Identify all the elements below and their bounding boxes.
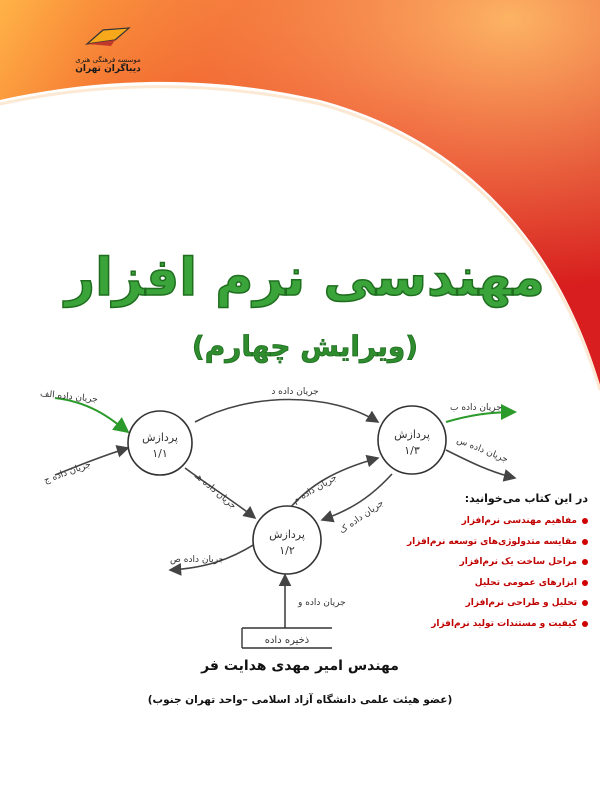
list-item <box>388 511 588 532</box>
process-number: ۱/۱ <box>152 447 168 460</box>
flow-label-k: جریان داده ک <box>337 498 386 537</box>
contents-heading: در این کتاب می‌خوانید: <box>464 492 588 505</box>
publisher-subtitle: موسسه فرهنگی هنری <box>75 56 141 64</box>
list-item-text: مفاهیم مهندسی نرم‌افزار <box>461 516 577 527</box>
data-store-label: ذخیره داده <box>264 635 310 646</box>
list-item-text: مراحل ساخت یک نرم‌افزار <box>459 557 577 568</box>
list-item <box>388 552 588 573</box>
flow-label-v: جریان داده و <box>298 598 346 608</box>
process-label: پردازش <box>394 428 430 441</box>
publisher-logo <box>58 24 158 74</box>
flow-label-s: جریان داده س <box>455 435 510 466</box>
process-label: پردازش <box>269 528 305 541</box>
flow-arrow-d <box>195 400 378 423</box>
flow-label-h: جریان داده هـ <box>192 471 238 512</box>
process-1-1 <box>128 411 192 475</box>
bullet-icon <box>582 518 588 524</box>
book-title: مهندسی نرم افزار <box>65 248 545 308</box>
bullet-icon <box>582 580 588 586</box>
process-number: ۱/۲ <box>279 544 295 557</box>
list-item <box>388 593 588 614</box>
bullet-icon <box>582 559 588 565</box>
flow-label-alef: جریان داده الف <box>39 389 99 406</box>
author-affiliation: (عضو هیئت علمی دانشگاه آزاد اسلامی –واحد تهران جنوب) <box>147 694 453 706</box>
data-store <box>242 628 332 648</box>
list-item-text: مقایسه متدولوژی‌های توسعه نرم‌افزار <box>406 536 577 547</box>
process-number: ۱/۳ <box>404 444 420 457</box>
flow-label-d: جریان داده د <box>271 387 319 397</box>
bullet-icon <box>582 539 588 545</box>
author-name: مهندس امیر مهدی هدایت فر <box>201 658 399 674</box>
contents-box <box>388 492 588 634</box>
bullet-icon <box>582 600 588 606</box>
publisher-name: دیباگران تهران <box>75 64 141 74</box>
publisher-mark-icon <box>83 24 133 50</box>
list-item <box>388 614 588 635</box>
process-label: پردازش <box>142 431 178 444</box>
bullet-icon <box>582 621 588 627</box>
process-1-2 <box>253 506 321 574</box>
flow-arrow-b <box>446 412 515 422</box>
book-edition: (ویرایش چهارم) <box>191 330 419 363</box>
flow-label-m: جریان داده م <box>291 472 339 506</box>
flow-label-j: جریان داده ج <box>42 459 93 487</box>
process-1-3 <box>378 406 446 474</box>
list-item <box>388 532 588 553</box>
flow-label-sad: جریان داده ص <box>170 555 225 565</box>
topic-list <box>388 511 588 634</box>
list-item-text: تحلیل و طراحی نرم‌افزار <box>465 598 577 609</box>
list-item-text: کیفیت و مستندات تولید نرم‌افزار <box>431 618 577 629</box>
list-item-text: ابزارهای عمومی تحلیل <box>474 577 577 588</box>
list-item <box>388 573 588 594</box>
flow-label-b: جریان داده ب <box>450 403 502 413</box>
